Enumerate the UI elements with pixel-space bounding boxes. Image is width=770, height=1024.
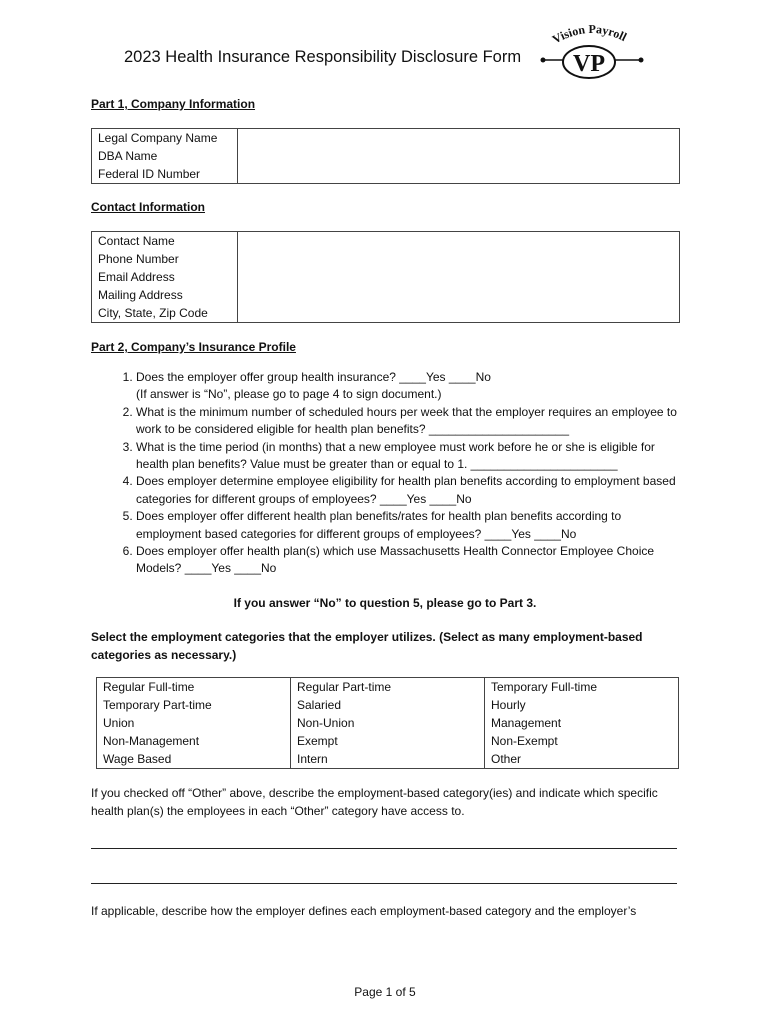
logo-text: Vision Payroll bbox=[549, 21, 630, 47]
label-contact-name: Contact Name bbox=[98, 234, 175, 248]
contact-info-table bbox=[91, 231, 680, 323]
contact-heading: Contact Information bbox=[91, 200, 205, 214]
question-4: 4. Does employer determine employee eligibility for health plan benefits according to employment based categories for different groups of employees? ____Yes ____No bbox=[136, 473, 683, 508]
contact-info-labels bbox=[92, 232, 238, 323]
other-category-instruction: If you checked off “Other” above, describe the employment-based category(ies) and indicate which specific health plan(s) the employees in each “Other” category have access to. bbox=[91, 786, 658, 818]
category-option[interactable]: Temporary Full-time bbox=[491, 680, 598, 694]
categories-column-1 bbox=[97, 678, 291, 769]
label-mailing-address: Mailing Address bbox=[98, 288, 183, 302]
company-info-table bbox=[91, 128, 680, 184]
page-title: 2023 Health Insurance Responsibility Disclosure Form bbox=[124, 48, 522, 66]
label-city-state-zip: City, State, Zip Code bbox=[98, 306, 208, 320]
applicable-instruction: If applicable, describe how the employer defines each employment-based category and the employer’s bbox=[91, 904, 637, 918]
category-option[interactable]: Non-Union bbox=[297, 716, 355, 730]
label-federal-id: Federal ID Number bbox=[98, 167, 201, 181]
insurance-questions bbox=[91, 369, 683, 578]
logo-initials: VP bbox=[573, 51, 605, 77]
question-2: 2. What is the minimum number of scheduled hours per week that the employer requires an employee to work to be considered eligible for health plan benefits? _____________________ bbox=[136, 404, 683, 439]
page-number: Page 1 of 5 bbox=[354, 985, 416, 999]
vision-payroll-logo bbox=[537, 18, 647, 88]
answer-line-2[interactable] bbox=[91, 883, 677, 884]
question-3: 3. What is the time period (in months) that a new employee must work before he or she is eligible for health plan benefits? Value must be greater than or equal to 1. ______________________ bbox=[136, 439, 683, 474]
category-option[interactable]: Non-Management bbox=[103, 734, 200, 748]
category-option[interactable]: Wage Based bbox=[103, 752, 172, 766]
category-option[interactable]: Intern bbox=[297, 752, 328, 766]
svg-text:Vision Payroll bbox=[550, 22, 630, 47]
categories-column-2 bbox=[291, 678, 485, 769]
category-option[interactable]: Union bbox=[103, 716, 135, 730]
categories-column-3 bbox=[485, 678, 679, 769]
category-option[interactable]: Regular Part-time bbox=[297, 680, 392, 694]
label-dba-name: DBA Name bbox=[98, 149, 158, 163]
label-email-address: Email Address bbox=[98, 270, 175, 284]
category-option[interactable]: Exempt bbox=[297, 734, 338, 748]
part2-heading: Part 2, Company’s Insurance Profile bbox=[91, 340, 296, 354]
category-option[interactable]: Salaried bbox=[297, 698, 342, 712]
company-info-labels bbox=[92, 129, 238, 184]
label-legal-company-name: Legal Company Name bbox=[98, 131, 218, 145]
company-info-field[interactable] bbox=[238, 129, 680, 184]
category-option[interactable]: Hourly bbox=[491, 698, 526, 712]
question-5: 5. Does employer offer different health plan benefits/rates for health plan benefits according to employment based categories for different groups of employees? ____Yes ____No bbox=[136, 508, 683, 543]
answer-line-1[interactable] bbox=[91, 848, 677, 849]
category-option[interactable]: Other bbox=[491, 752, 522, 766]
category-option[interactable]: Management bbox=[491, 716, 562, 730]
label-phone-number: Phone Number bbox=[98, 252, 179, 266]
employment-categories-table bbox=[96, 677, 679, 769]
categories-instruction: Select the employment categories that the employer utilizes. (Select as many employment-based categories as necessary.) bbox=[91, 630, 643, 662]
question-6: 6. Does employer offer health plan(s) which use Massachusetts Health Connector Employee Choice Models? ____Yes ____No bbox=[136, 543, 683, 578]
contact-info-field[interactable] bbox=[238, 232, 680, 323]
question-5-note: If you answer “No” to question 5, please go to Part 3. bbox=[233, 596, 537, 610]
category-option[interactable]: Non-Exempt bbox=[491, 734, 558, 748]
category-option[interactable]: Regular Full-time bbox=[103, 680, 195, 694]
question-1: 1. Does the employer offer group health insurance? ____Yes ____No (If answer is “No”, please go to page 4 to sign document.) bbox=[136, 369, 683, 404]
category-option[interactable]: Temporary Part-time bbox=[103, 698, 212, 712]
part1-heading: Part 1, Company Information bbox=[91, 97, 256, 111]
